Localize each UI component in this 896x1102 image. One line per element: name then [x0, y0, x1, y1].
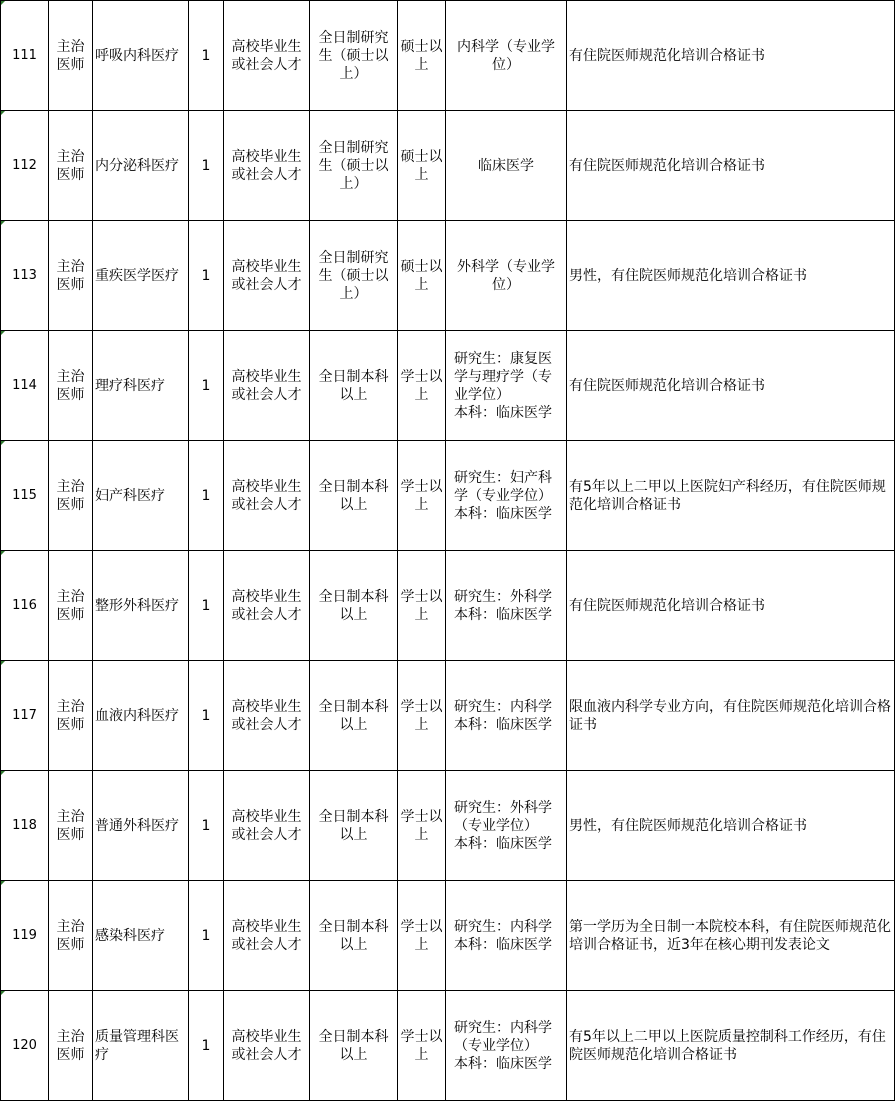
headcount-cell: 1: [189, 1, 224, 111]
post-name-cell: 呼吸内科医疗: [93, 1, 189, 111]
major-cell: [446, 661, 567, 771]
degree-cell: 学士以上: [398, 991, 446, 1101]
row-corner-mark: [1, 661, 5, 665]
job-title-cell: 主治医师: [49, 991, 93, 1101]
row-number: 118: [1, 771, 49, 881]
job-title-cell: 主治医师: [49, 331, 93, 441]
requirement-cell: 有住院医师规范化培训合格证书: [567, 111, 895, 221]
table-row: [1, 221, 895, 331]
job-title-cell: 主治医师: [49, 111, 93, 221]
row-corner-mark: [1, 551, 5, 555]
table-row: [1, 661, 895, 771]
headcount-cell: 1: [189, 441, 224, 551]
row-number: 119: [1, 881, 49, 991]
requirement-cell: 限血液内科学专业方向，有住院医师规范化培训合格证书: [567, 661, 895, 771]
requirement-cell: 有住院医师规范化培训合格证书: [567, 551, 895, 661]
job-title-cell: 主治医师: [49, 881, 93, 991]
job-title-cell: 主治医师: [49, 1, 93, 111]
row-corner-mark: [1, 221, 5, 225]
row-number: 115: [1, 441, 49, 551]
major-cell: [446, 441, 567, 551]
row-corner-mark: [1, 441, 5, 445]
job-title-cell: 主治医师: [49, 771, 93, 881]
row-number: 116: [1, 551, 49, 661]
degree-cell: 硕士以上: [398, 221, 446, 331]
education-cell: 全日制本科以上: [310, 551, 398, 661]
candidate-source-cell: 高校毕业生或社会人才: [224, 111, 310, 221]
degree-cell: 学士以上: [398, 551, 446, 661]
headcount-cell: 1: [189, 991, 224, 1101]
education-cell: 全日制本科以上: [310, 771, 398, 881]
major-line: 本科：临床医学: [454, 936, 552, 953]
row-corner-mark: [1, 1, 5, 5]
major-cell: [446, 331, 567, 441]
post-name-cell: 质量管理科医疗: [93, 991, 189, 1101]
major-line: 本科：临床医学: [454, 505, 552, 522]
headcount-cell: 1: [189, 661, 224, 771]
major-line: 研究生：外科学（专业学位）: [454, 799, 552, 834]
education-cell: 全日制研究生（硕士以上）: [310, 1, 398, 111]
table-row: [1, 551, 895, 661]
requirement-cell: 有住院医师规范化培训合格证书: [567, 331, 895, 441]
major-cell: [446, 551, 567, 661]
candidate-source-cell: 高校毕业生或社会人才: [224, 441, 310, 551]
table-row: [1, 771, 895, 881]
table-body: [1, 1, 895, 1101]
row-number: 120: [1, 991, 49, 1101]
major-cell: [446, 881, 567, 991]
candidate-source-cell: 高校毕业生或社会人才: [224, 771, 310, 881]
major-line: 临床医学: [478, 157, 534, 174]
candidate-source-cell: 高校毕业生或社会人才: [224, 551, 310, 661]
major-cell: [446, 771, 567, 881]
requirement-cell: 第一学历为全日制一本院校本科，有住院医师规范化培训合格证书，近3年在核心期刊发表论文: [567, 881, 895, 991]
education-cell: 全日制本科以上: [310, 331, 398, 441]
candidate-source-cell: 高校毕业生或社会人才: [224, 661, 310, 771]
candidate-source-cell: 高校毕业生或社会人才: [224, 881, 310, 991]
education-cell: 全日制本科以上: [310, 991, 398, 1101]
table-row: [1, 331, 895, 441]
major-line: 研究生：内科学（专业学位）: [454, 1019, 552, 1054]
headcount-cell: 1: [189, 551, 224, 661]
requirement-cell: 男性，有住院医师规范化培训合格证书: [567, 221, 895, 331]
job-title-cell: 主治医师: [49, 551, 93, 661]
row-number: 113: [1, 221, 49, 331]
education-cell: 全日制本科以上: [310, 441, 398, 551]
candidate-source-cell: 高校毕业生或社会人才: [224, 331, 310, 441]
education-cell: 全日制本科以上: [310, 881, 398, 991]
major-cell: [446, 991, 567, 1101]
major-line: 研究生：康复医学与理疗学（专业学位）: [454, 350, 552, 403]
post-name-cell: 妇产科医疗: [93, 441, 189, 551]
degree-cell: 硕士以上: [398, 1, 446, 111]
row-number: 114: [1, 331, 49, 441]
requirement-cell: 有5年以上二甲以上医院妇产科经历，有住院医师规范化培训合格证书: [567, 441, 895, 551]
major-line: 外科学（专业学位）: [457, 258, 555, 293]
row-corner-mark: [1, 881, 5, 885]
table-row: [1, 881, 895, 991]
major-line: 研究生：内科学: [454, 698, 552, 715]
job-title-cell: 主治医师: [49, 221, 93, 331]
major-line: 本科：临床医学: [454, 716, 552, 733]
row-number: 112: [1, 111, 49, 221]
education-cell: 全日制研究生（硕士以上）: [310, 221, 398, 331]
headcount-cell: 1: [189, 881, 224, 991]
degree-cell: 学士以上: [398, 881, 446, 991]
candidate-source-cell: 高校毕业生或社会人才: [224, 991, 310, 1101]
row-corner-mark: [1, 331, 5, 335]
education-cell: 全日制本科以上: [310, 661, 398, 771]
major-line: 研究生：内科学: [454, 918, 552, 935]
degree-cell: 学士以上: [398, 441, 446, 551]
major-line: 本科：临床医学: [454, 404, 552, 421]
row-number: 111: [1, 1, 49, 111]
row-number: 117: [1, 661, 49, 771]
degree-cell: 学士以上: [398, 331, 446, 441]
degree-cell: 学士以上: [398, 661, 446, 771]
headcount-cell: 1: [189, 111, 224, 221]
requirement-cell: 有住院医师规范化培训合格证书: [567, 1, 895, 111]
row-corner-mark: [1, 771, 5, 775]
major-cell: [446, 221, 567, 331]
requirement-cell: 有5年以上二甲以上医院质量控制科工作经历，有住院医师规范化培训合格证书: [567, 991, 895, 1101]
row-corner-mark: [1, 991, 5, 995]
post-name-cell: 感染科医疗: [93, 881, 189, 991]
major-line: 研究生：妇产科学（专业学位）: [454, 469, 552, 504]
major-line: 研究生：外科学: [454, 588, 552, 605]
headcount-cell: 1: [189, 221, 224, 331]
post-name-cell: 理疗科医疗: [93, 331, 189, 441]
job-title-cell: 主治医师: [49, 441, 93, 551]
table-row: [1, 1, 895, 111]
degree-cell: 硕士以上: [398, 111, 446, 221]
table-row: [1, 111, 895, 221]
post-name-cell: 内分泌科医疗: [93, 111, 189, 221]
post-name-cell: 整形外科医疗: [93, 551, 189, 661]
candidate-source-cell: 高校毕业生或社会人才: [224, 221, 310, 331]
major-line: 本科：临床医学: [454, 1055, 552, 1072]
major-cell: [446, 111, 567, 221]
candidate-source-cell: 高校毕业生或社会人才: [224, 1, 310, 111]
job-title-cell: 主治医师: [49, 661, 93, 771]
degree-cell: 学士以上: [398, 771, 446, 881]
major-cell: [446, 1, 567, 111]
table-row: [1, 441, 895, 551]
education-cell: 全日制研究生（硕士以上）: [310, 111, 398, 221]
row-corner-mark: [1, 111, 5, 115]
table-row: [1, 991, 895, 1101]
post-name-cell: 普通外科医疗: [93, 771, 189, 881]
major-line: 本科：临床医学: [454, 835, 552, 852]
post-name-cell: 血液内科医疗: [93, 661, 189, 771]
headcount-cell: 1: [189, 331, 224, 441]
major-line: 内科学（专业学位）: [457, 38, 555, 73]
major-line: 本科：临床医学: [454, 606, 552, 623]
headcount-cell: 1: [189, 771, 224, 881]
post-name-cell: 重疾医学医疗: [93, 221, 189, 331]
requirement-cell: 男性，有住院医师规范化培训合格证书: [567, 771, 895, 881]
